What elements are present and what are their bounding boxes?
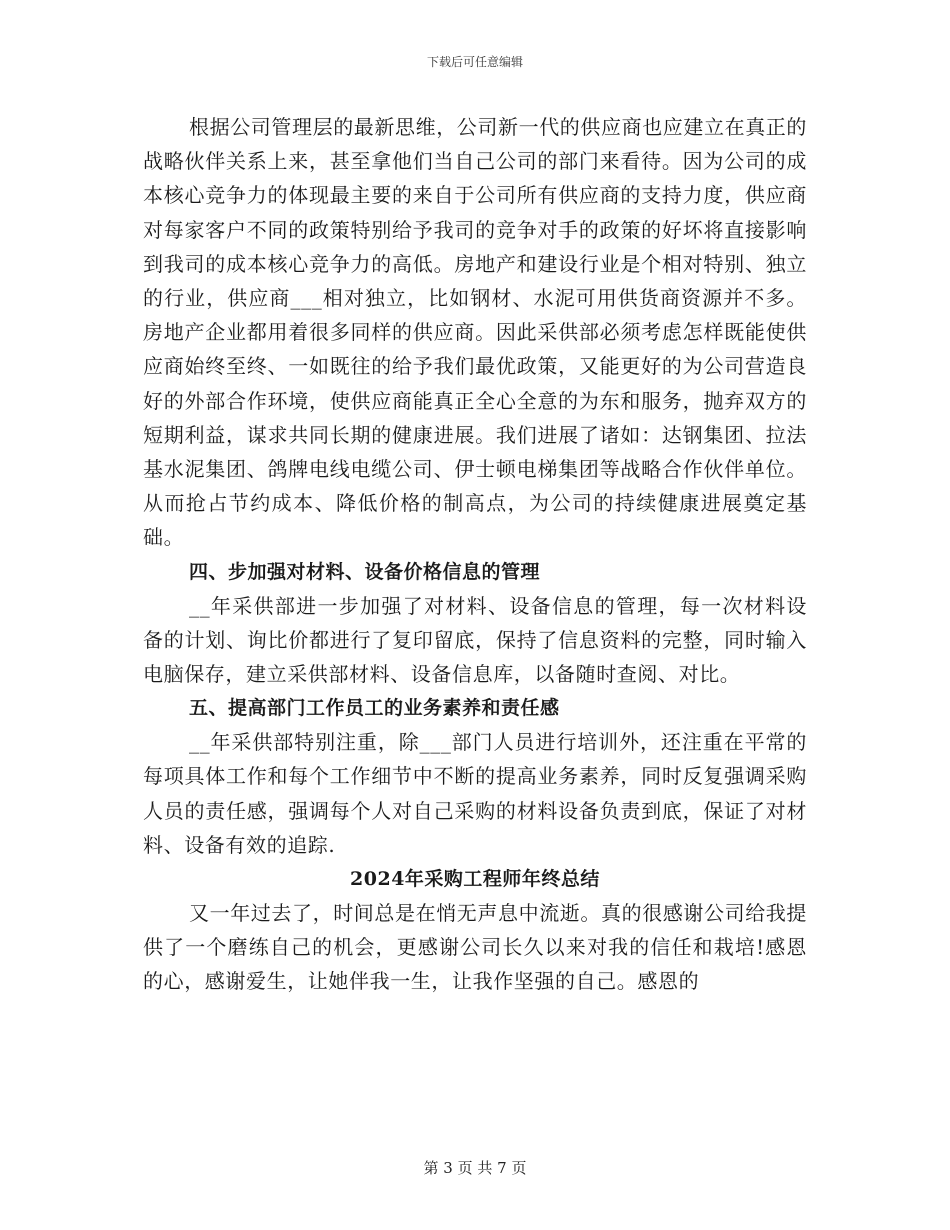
paragraph-price-info: __年采供部进一步加强了对材料、设备信息的管理，每一次材料设备的计划、询比价都进行了复印留底，保持了信息资料的完整，同时输入电脑保存，建立采供部材料、设备信息库，以备随时查阅、对比。 — [143, 593, 807, 687]
paragraph-supplier-partnership: 根据公司管理层的最新思维，公司新一代的供应商也应建立在真正的战略伙伴关系上来，甚至拿他们当自己公司的部门来看待。因为公司的成本核心竞争力的体现最主要的来自于公司所有供应商的支持力度，供应商对每家客户不同的政策特别给予我司的竞争对手的政策的好坏将直接影响到我司的成本核心竞争力的高低。房地产和建设行业是个相对特别、独立的行业，供应商___相对独立，比如钢材、水泥可用供货商资源并不多。房地产企业都用着很多同样的供应商。因此采供部必须考虑怎样既能使供应商始终至终、一如既往的给予我们最优政策，又能更好的为公司营造良好的外部合作环境，使供应商能真正全心全意的为东和服务，抛弃双方的短期利益，谋求共同长期的健康进展。我们进展了诸如：达钢集团、拉法基水泥集团、鸽牌电线电缆公司、伊士顿电梯集团等战略合作伙伴单位。从而抢占节约成本、降低价格的制高点，为公司的持续健康进展奠定基础。 — [143, 115, 807, 550]
document-title: 2024年采购工程师年终总结 — [350, 868, 600, 891]
section-heading-staff-quality: 五、提高部门工作员工的业务素养和责任感 — [189, 697, 560, 720]
paragraph-staff-quality: __年采供部特别注重，除___部门人员进行培训外，还注重在平常的每项具体工作和每个工作细节中不断的提高业务素养，同时反复强调采购人员的责任感，强调每个人对自己采购的材料设备负责到底，保证了对材料、设备有效的追踪. — [143, 730, 807, 857]
paragraph-year-end-intro: 又一年过去了，时间总是在悄无声息中流逝。真的很感谢公司给我提供了一个磨练自己的机会，更感谢公司长久以来对我的信任和栽培!感恩的心，感谢爱生，让她伴我一生，让我作坚强的自己。感恩的 — [143, 901, 807, 994]
document-body — [143, 110, 807, 999]
page-header-note: 下载后可任意编辑 — [426, 55, 523, 69]
section-heading-price-info: 四、步加强对材料、设备价格信息的管理 — [189, 560, 541, 583]
page-number-footer: 第 3 页 共 7 页 — [423, 1159, 527, 1177]
